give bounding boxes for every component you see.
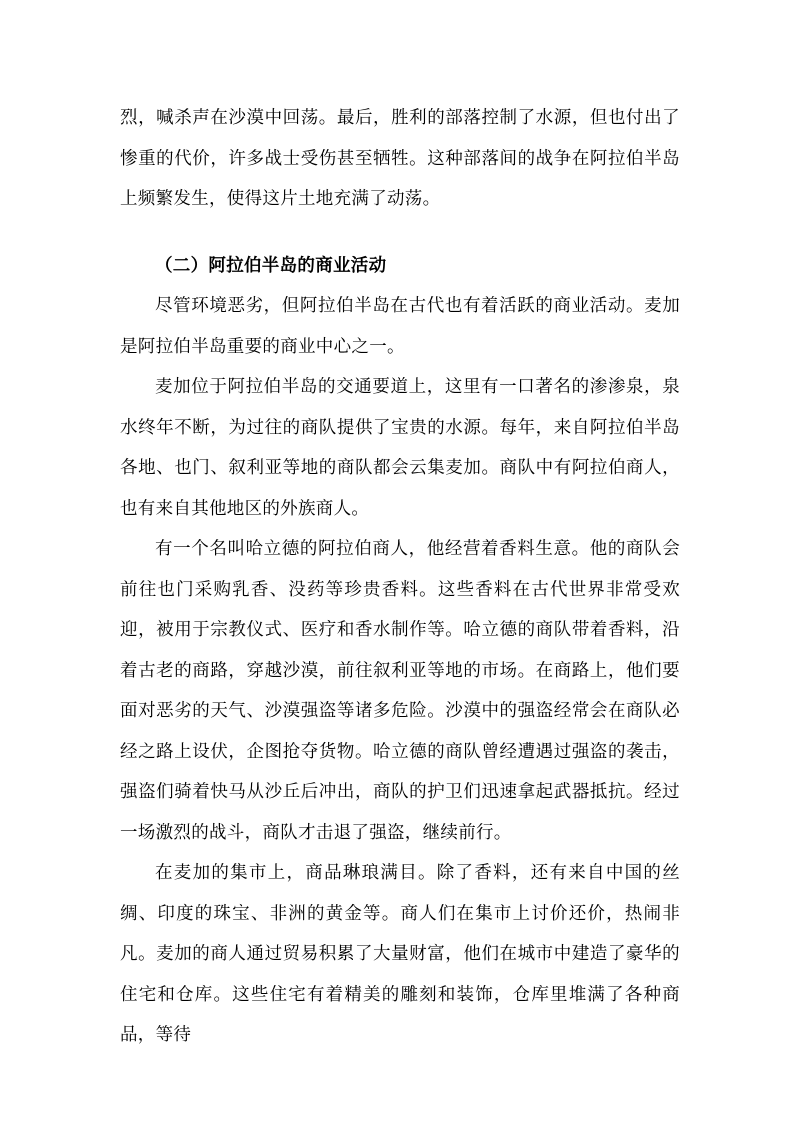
section-heading: （二）阿拉伯半岛的商业活动: [155, 255, 387, 276]
paragraph: 麦加位于阿拉伯半岛的交通要道上，这里有一口著名的渗渗泉，泉水终年不断，为过往的商队提供了宝贵的水源。每年，来自阿拉伯半岛各地、也门、叙利亚等地的商队都会云集麦加。商队中有阿拉伯商人，也有来自其他地区的外族商人。: [120, 377, 680, 519]
paragraph-continued: 烈，喊杀声在沙漠中回荡。最后，胜利的部落控制了水源，但也付出了惨重的代价，许多战士受伤甚至牺牲。这种部落间的战争在阿拉伯半岛上频繁发生，使得这片土地充满了动荡。: [120, 108, 680, 209]
paragraph: 尽管环境恶劣，但阿拉伯半岛在古代也有着活跃的商业活动。麦加是阿拉伯半岛重要的商业中心之一。: [120, 296, 680, 357]
document-body: [120, 98, 680, 1056]
paragraph: 有一个名叫哈立德的阿拉伯商人，他经营着香料生意。他的商队会前往也门采购乳香、没药等珍贵香料。这些香料在古代世界非常受欢迎，被用于宗教仪式、医疗和香水制作等。哈立德的商队带着香料，沿着古老的商路，穿越沙漠，前往叙利亚等地的市场。在商路上，他们要面对恶劣的天气、沙漠强盗等诸多危险。沙漠中的强盗经常会在商队必经之路上设伏，企图抢夺货物。哈立德的商队曾经遭遇过强盗的袭击，强盗们骑着快马从沙丘后冲出，商队的护卫们迅速拿起武器抵抗。经过一场激烈的战斗，商队才击退了强盗，继续前行。: [120, 539, 680, 843]
paragraph: 在麦加的集市上，商品琳琅满目。除了香料，还有来自中国的丝绸、印度的珠宝、非洲的黄金等。商人们在集市上讨价还价，热闹非凡。麦加的商人通过贸易积累了大量财富，他们在城市中建造了豪华的住宅和仓库。这些住宅有着精美的雕刻和装饰，仓库里堆满了各种商品，等待: [120, 863, 680, 1045]
